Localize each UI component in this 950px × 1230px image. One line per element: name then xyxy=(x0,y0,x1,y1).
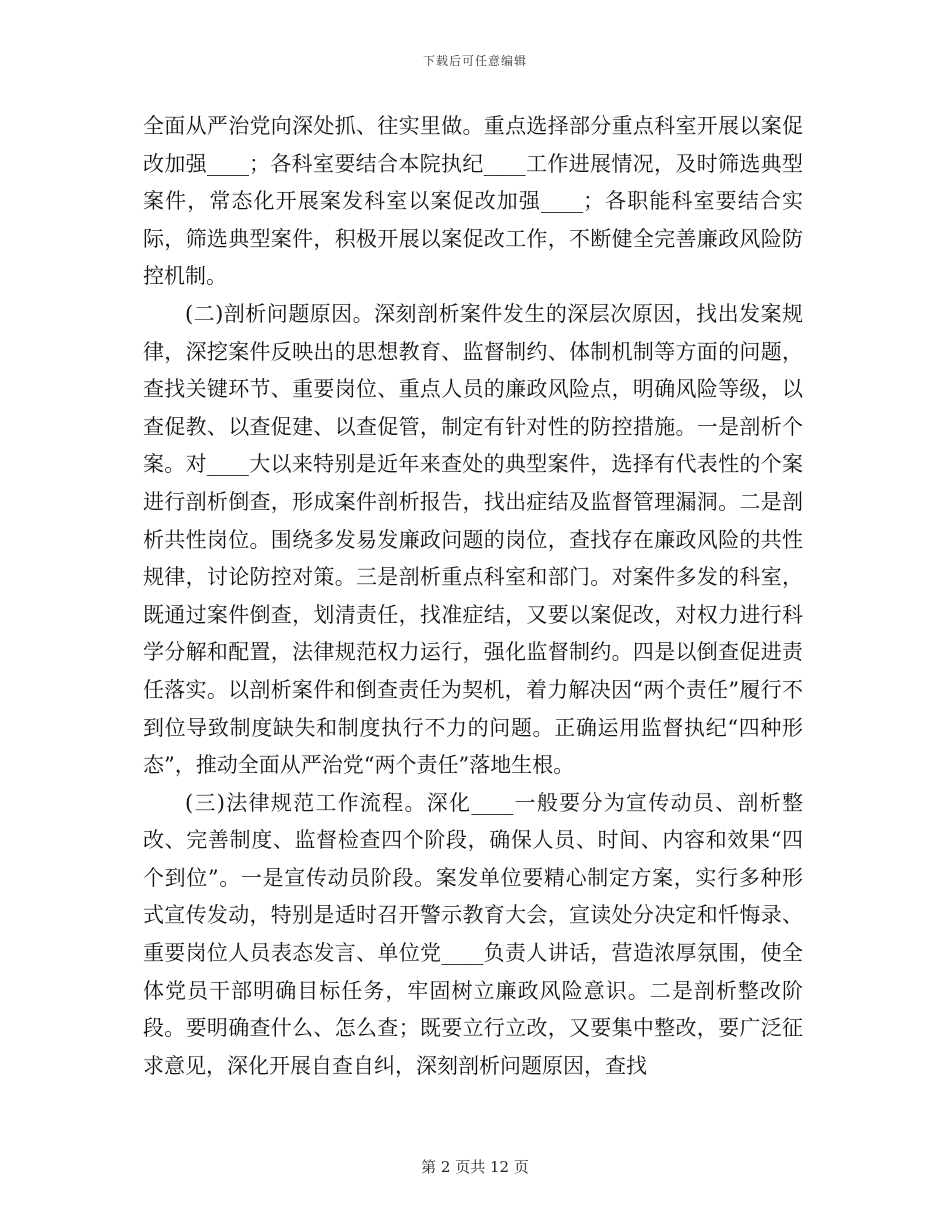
paragraph-section-2: (二)剖析问题原因。深刻剖析案件发生的深层次原因，找出发案规律，深挖案件反映出的思想教育、监督制约、体制机制等方面的问题，查找关键环节、重要岗位、重点人员的廉政风险点，明确风险等级，以查促教、以查促建、以查促管，制定有针对性的防控措施。一是剖析个案。对____大以来特别是近年来查处的典型案件，选择有代表性的个案进行剖析倒查，形成案件剖析报告，找出症结及监督管理漏洞。二是剖析共性岗位。围绕多发易发廉政问题的岗位，查找存在廉政风险的共性规律，讨论防控对策。三是剖析重点科室和部门。对案件多发的科室，既通过案件倒查，划清责任，找准症结，又要以案促改，对权力进行科学分解和配置，法律规范权力运行，强化监督制约。四是以倒查促进责任落实。以剖析案件和倒查责任为契机，着力解决因“两个责任”履行不到位导致制度缺失和制度执行不力的问题。正确运用监督执纪“四种形态”，推动全面从严治党“两个责任”落地生根。 xyxy=(143,301,803,778)
page-header: 下载后可任意编辑 xyxy=(422,54,527,68)
paragraph-section-3: (三)法律规范工作流程。深化____一般要分为宣传动员、剖析整改、完善制度、监督检查四个阶段，确保人员、时间、内容和效果“四个到位”。一是宣传动员阶段。案发单位要精心制定方案，实行多种形式宣传发动，特别是适时召开警示教育大会，宣读处分决定和忏悔录、重要岗位人员表态发言、单位党____负责人讲话，营造浓厚氛围，使全体党员干部明确目标任务，牢固树立廉政风险意识。二是剖析整改阶段。要明确查什么、怎么查；既要立行立改，又要集中整改，要广泛征求意见，深化开展自查自纠，深刻剖析问题原因，查找 xyxy=(143,790,803,1078)
page-footer: 第 2 页共 12 页 xyxy=(421,1158,529,1176)
document-body xyxy=(143,108,803,1085)
paragraph-continued: 全面从严治党向深处抓、往实里做。重点选择部分重点科室开展以案促改加强____；各科室要结合本院执纪____工作进展情况，及时筛选典型案件，常态化开展案发科室以案促改加强____；各职能科室要结合实际，筛选典型案件，积极开展以案促改工作，不断健全完善廉政风险防控机制。 xyxy=(143,114,803,289)
